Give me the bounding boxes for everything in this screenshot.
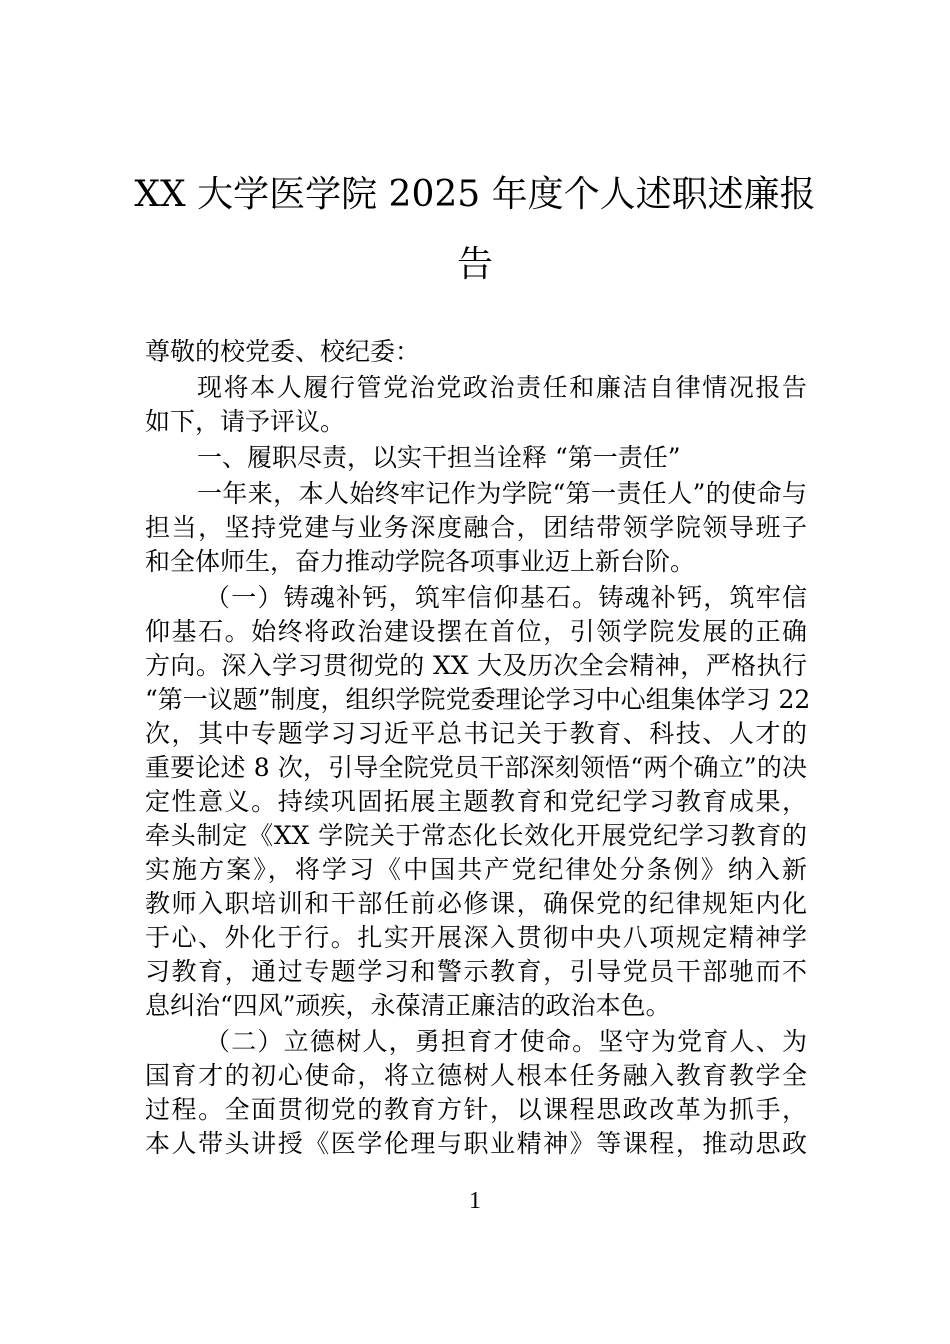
section-heading	[145, 441, 807, 475]
salutation	[145, 335, 807, 369]
paragraph-line: 和全体师生，奋力推动学院各项事业迈上新台阶。	[145, 547, 696, 576]
salutation-line: 尊敬的校党委、校纪委：	[145, 337, 421, 366]
paragraph-line: 一、履职尽责，以实干担当诠释 “第一责任”	[197, 443, 681, 472]
document-body	[145, 335, 811, 1163]
paragraph-line: 息纠治“四风”顽疾，永葆清正廉洁的政治本色。	[145, 991, 671, 1020]
paragraph-line: （一）铸魂补钙，筑牢信仰基石。铸魂补钙，筑牢信	[205, 583, 807, 612]
paragraph-line: “第一议题”制度，组织学院党委理论学习中心组集体学习 22	[145, 685, 811, 714]
paragraph	[145, 581, 811, 1023]
paragraph-line: 习教育，通过专题学习和警示教育，引导党员干部驰而不	[145, 957, 807, 986]
paragraph-line: 担当，坚持党建与业务深度融合，团结带领学院领导班子	[145, 513, 807, 542]
paragraph-line: 实施方案》，将学习《中国共产党纪律处分条例》纳入新	[145, 855, 807, 884]
paragraph-line: 方向。深入学习贯彻党的 XX 大及历次全会精神，严格执行	[145, 651, 807, 680]
paragraph-line: 本人带头讲授《医学伦理与职业精神》等课程，推动思政	[145, 1129, 807, 1158]
paragraph-line: 于心、外化于行。扎实开展深入贯彻中央八项规定精神学	[145, 923, 807, 952]
paragraph-line: 次，其中专题学习习近平总书记关于教育、科技、人才的	[145, 719, 807, 748]
paragraph-line: 牵头制定《XX 学院关于常态化长效化开展党纪学习教育的	[145, 821, 807, 850]
paragraph-line: 过程。全面贯彻党的教育方针，以课程思政改革为抓手，	[145, 1095, 807, 1124]
paragraph-line: 重要论述 8 次，引导全院党员干部深刻领悟“两个确立”的决	[145, 753, 807, 782]
paragraph-line: 定性意义。持续巩固拓展主题教育和党纪学习教育成果，	[145, 787, 807, 816]
paragraph-line: （二）立德树人，勇担育才使命。坚守为党育人、为	[205, 1027, 807, 1056]
document-title: XX 大学医学院 2025 年度个人述职述廉报	[134, 174, 816, 215]
page-number: 1	[469, 1188, 481, 1214]
paragraphs	[145, 371, 811, 1161]
paragraph	[145, 371, 807, 439]
paragraph-line: 国育才的初心使命，将立德树人根本任务融入教育教学全	[145, 1061, 807, 1090]
paragraph-line: 仰基石。始终将政治建设摆在首位，引领学院发展的正确	[145, 617, 807, 646]
paragraph-line: 一年来，本人始终牢记作为学院“第一责任人”的使命与	[197, 479, 807, 508]
paragraph-line: 如下，请予评议。	[145, 407, 346, 436]
paragraph	[145, 1025, 807, 1161]
paragraph-line: 现将本人履行管党治党政治责任和廉洁自律情况报告	[197, 373, 807, 402]
paragraph-line: 教师入职培训和干部任前必修课，确保党的纪律规矩内化	[145, 889, 807, 918]
document-title-continued: 告	[456, 244, 493, 285]
paragraph	[145, 477, 807, 579]
